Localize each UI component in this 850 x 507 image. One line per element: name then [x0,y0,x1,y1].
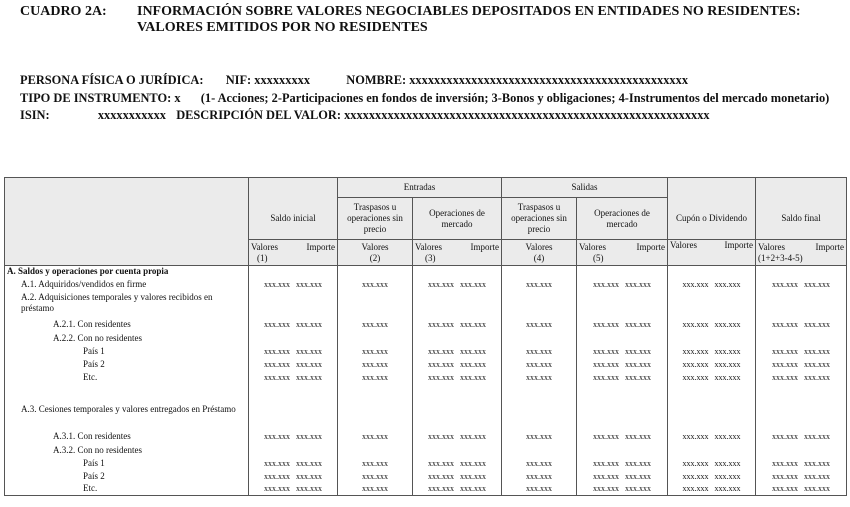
col-operaciones-entrada: Operaciones de mercado [413,198,502,240]
value-cell-pair: xxx.xxx xxx.xxx [668,318,756,332]
value-cell-pair: xxx.xxx xxx.xxx [756,483,847,496]
table-row-spacer [5,384,847,404]
value-cell: xxx.xxx [502,483,577,496]
value-cell-pair: xxx.xxx xxx.xxx [413,278,502,292]
col-operaciones-salida: Operaciones de mercado [577,198,668,240]
sub-number: (3) [425,252,436,263]
value-cell-pair: xxx.xxx xxx.xxx [249,483,338,496]
table-row [5,278,847,292]
value-cell-pair: xxx.xxx xxx.xxx [668,470,756,483]
row-label-etc: Etc. [5,483,249,496]
value-cell-pair: xxx.xxx xxx.xxx [577,430,668,444]
sub-number: (5) [593,252,604,263]
nif-field: NIF: xxxxxxxxx [225,73,311,87]
empty-cell [668,292,756,318]
sub-saldo-inicial [249,240,338,266]
sub-importe: Importe [815,241,844,252]
sub-valores: Valores [670,240,697,250]
sub-number: (1+2+3-4-5) [758,252,803,263]
tipo-description: (1- Acciones; 2-Participaciones en fondos de inversión; 3-Bonos y obligaciones; 4-Instrumentos del mercado monetario) [200,91,830,105]
page-title-line2: VALORES EMITIDOS POR NO RESIDENTES [137,20,428,35]
value-cell-pair: xxx.xxx xxx.xxx [249,345,338,358]
value-cell: xxx.xxx [338,318,413,332]
sub-importe: Importe [470,241,499,252]
value-cell: xxx.xxx [502,278,577,292]
value-cell: xxx.xxx [338,278,413,292]
sub-traspasos-salida [502,240,577,266]
empty-cell [577,404,668,430]
table-row [5,483,847,496]
tipo-field: TIPO DE INSTRUMENTO: x [20,91,181,105]
empty-cell [577,266,668,278]
page-title-line1: INFORMACIÓN SOBRE VALORES NEGOCIABLES DEPOSITADOS EN ENTIDADES NO RESIDENTES: [137,4,801,19]
row-label-pais1: País 1 [5,345,249,358]
value-cell-pair: xxx.xxx xxx.xxx [577,358,668,371]
persona-label: PERSONA FÍSICA O JURÍDICA: [20,73,204,87]
sub-number: (2) [369,252,381,263]
value-cell-pair: xxx.xxx xxx.xxx [756,358,847,371]
group-salidas: Salidas [502,178,668,198]
sub-operaciones-salida [577,240,668,266]
descripcion-field: DESCRIPCIÓN DEL VALOR: xxxxxxxxxxxxxxxxxxxxxxxxxxxxxxxxxxxxxxxxxxxxxxxxxxxxxxxxxxx [176,108,710,122]
empty-cell [756,404,847,430]
empty-cell [249,266,338,278]
value-cell: xxx.xxx [338,371,413,384]
empty-cell [413,332,502,345]
col-traspasos-salida: Traspasos u operaciones sin precio [502,198,577,240]
value-cell-pair: xxx.xxx xxx.xxx [668,371,756,384]
value-cell-pair: xxx.xxx xxx.xxx [249,318,338,332]
row-label-a1: A.1. Adquiridos/vendidos en firme [5,278,249,292]
securities-table [4,177,847,496]
value-cell: xxx.xxx [502,457,577,470]
value-cell: xxx.xxx [502,358,577,371]
table-row [5,332,847,345]
empty-cell [249,444,338,457]
sub-valores: Valores [361,241,389,252]
row-label-section-a: A. Saldos y operaciones por cuenta propia [5,266,249,278]
empty-cell [756,384,847,404]
empty-cell [577,384,668,404]
col-cupon-dividendo: Cupón o Dividendo [668,198,756,240]
value-cell-pair: xxx.xxx xxx.xxx [756,430,847,444]
sub-valores: Valores [415,241,442,252]
value-cell-pair: xxx.xxx xxx.xxx [577,278,668,292]
value-cell-pair: xxx.xxx xxx.xxx [413,483,502,496]
empty-cell [338,444,413,457]
value-cell-pair: xxx.xxx xxx.xxx [756,371,847,384]
value-cell-pair: xxx.xxx xxx.xxx [668,345,756,358]
row-label-pais2: País 2 [5,358,249,371]
empty-cell [502,444,577,457]
value-cell-pair: xxx.xxx xxx.xxx [756,457,847,470]
empty-cell [756,292,847,318]
value-cell-pair: xxx.xxx xxx.xxx [577,457,668,470]
value-cell-pair: xxx.xxx xxx.xxx [249,278,338,292]
row-label-a2: A.2. Adquisiciones temporales y valores recibidos en préstamo [5,292,249,318]
table-row [5,371,847,384]
empty-cell [338,266,413,278]
value-cell-pair: xxx.xxx xxx.xxx [668,358,756,371]
value-cell-pair: xxx.xxx xxx.xxx [756,345,847,358]
value-cell: xxx.xxx [502,470,577,483]
value-cell-pair: xxx.xxx xxx.xxx [577,371,668,384]
empty-cell [756,266,847,278]
value-cell-pair: xxx.xxx xxx.xxx [413,371,502,384]
empty-cell [338,404,413,430]
value-cell-pair: xxx.xxx xxx.xxx [413,470,502,483]
row-label-pais1: País 1 [5,457,249,470]
sub-importe: Importe [306,241,335,252]
value-cell-pair: xxx.xxx xxx.xxx [577,483,668,496]
sub-number: (1) [257,252,268,263]
value-cell-pair: xxx.xxx xxx.xxx [413,345,502,358]
empty-cell [338,384,413,404]
empty-cell [249,404,338,430]
col-saldo-inicial: Saldo inicial [249,198,338,240]
empty-cell [249,332,338,345]
table-row [5,266,847,278]
empty-cell [502,404,577,430]
empty-cell [577,292,668,318]
empty-cell [413,292,502,318]
sub-operaciones-entrada [413,240,502,266]
tipo-line [20,91,829,106]
value-cell-pair: xxx.xxx xxx.xxx [249,470,338,483]
table-row [5,444,847,457]
empty-cell [338,292,413,318]
sub-number: (4) [533,252,545,263]
empty-cell [502,266,577,278]
sub-valores: Valores [579,241,606,252]
table-row [5,358,847,371]
sub-valores: Valores [525,241,553,252]
table-row [5,318,847,332]
value-cell-pair: xxx.xxx xxx.xxx [577,345,668,358]
table-row [5,404,847,430]
isin-line [20,108,710,123]
sub-cupon [668,240,756,266]
value-cell-pair: xxx.xxx xxx.xxx [249,457,338,470]
col-saldo-final: Saldo final [756,198,847,240]
row-label-a31: A.3.1. Con residentes [5,430,249,444]
header-blank-cell [5,178,249,266]
value-cell-pair: xxx.xxx xxx.xxx [756,470,847,483]
table-row [5,430,847,444]
value-cell: xxx.xxx [338,457,413,470]
value-cell-pair: xxx.xxx xxx.xxx [577,318,668,332]
empty-cell [502,332,577,345]
value-cell-pair: xxx.xxx xxx.xxx [413,358,502,371]
empty-cell [413,384,502,404]
value-cell: xxx.xxx [338,345,413,358]
row-label-etc: Etc. [5,371,249,384]
row-label-a22: A.2.2. Con no residentes [5,332,249,345]
sub-importe: Importe [636,241,665,252]
empty-cell [413,444,502,457]
sub-valores: Valores [758,241,785,252]
value-cell-pair: xxx.xxx xxx.xxx [756,318,847,332]
isin-label: ISIN: [20,108,50,122]
value-cell: xxx.xxx [338,430,413,444]
empty-cell [502,384,577,404]
table-row [5,292,847,318]
empty-cell [668,444,756,457]
value-cell: xxx.xxx [502,345,577,358]
value-cell-pair: xxx.xxx xxx.xxx [249,371,338,384]
empty-cell [577,444,668,457]
header-blank-saldo [249,178,338,198]
value-cell-pair: xxx.xxx xxx.xxx [413,457,502,470]
table-row [5,345,847,358]
empty-cell [249,292,338,318]
nombre-field: NOMBRE: xxxxxxxxxxxxxxxxxxxxxxxxxxxxxxxxxxxxxxxxxxxxx [346,73,689,87]
empty-cell [338,332,413,345]
table-row [5,457,847,470]
empty-cell [249,384,338,404]
sub-saldo-final [756,240,847,266]
row-label-a32: A.3.2. Con no residentes [5,444,249,457]
empty-cell [668,384,756,404]
isin-value: xxxxxxxxxxx [97,108,166,122]
value-cell: xxx.xxx [502,430,577,444]
value-cell-pair: xxx.xxx xxx.xxx [577,470,668,483]
empty-cell [5,384,249,404]
value-cell: xxx.xxx [502,318,577,332]
value-cell-pair: xxx.xxx xxx.xxx [249,430,338,444]
row-label-a21: A.2.1. Con residentes [5,318,249,332]
value-cell-pair: xxx.xxx xxx.xxx [668,430,756,444]
persona-line [20,73,688,88]
value-cell-pair: xxx.xxx xxx.xxx [249,358,338,371]
value-cell-pair: xxx.xxx xxx.xxx [413,430,502,444]
value-cell-pair: xxx.xxx xxx.xxx [756,278,847,292]
empty-cell [756,332,847,345]
col-traspasos-entrada: Traspasos u operaciones sin precio [338,198,413,240]
sub-importe: Importe [724,240,753,250]
value-cell-pair: xxx.xxx xxx.xxx [413,318,502,332]
header-row-groups [5,178,847,198]
header-blank-cupon [668,178,756,198]
group-entradas: Entradas [338,178,502,198]
value-cell: xxx.xxx [338,470,413,483]
empty-cell [413,404,502,430]
sub-valores: Valores [251,241,278,252]
value-cell-pair: xxx.xxx xxx.xxx [668,483,756,496]
table-number: CUADRO 2A: [20,4,107,19]
row-label-a3: A.3. Cesiones temporales y valores entregados en Préstamo [5,404,249,430]
header-blank-final [756,178,847,198]
empty-cell [502,292,577,318]
empty-cell [756,444,847,457]
value-cell: xxx.xxx [338,358,413,371]
table-row [5,470,847,483]
value-cell: xxx.xxx [338,483,413,496]
row-label-pais2: País 2 [5,470,249,483]
empty-cell [668,266,756,278]
value-cell: xxx.xxx [502,371,577,384]
empty-cell [668,404,756,430]
sub-traspasos-entrada [338,240,413,266]
value-cell-pair: xxx.xxx xxx.xxx [668,457,756,470]
empty-cell [413,266,502,278]
value-cell-pair: xxx.xxx xxx.xxx [668,278,756,292]
empty-cell [668,332,756,345]
empty-cell [577,332,668,345]
